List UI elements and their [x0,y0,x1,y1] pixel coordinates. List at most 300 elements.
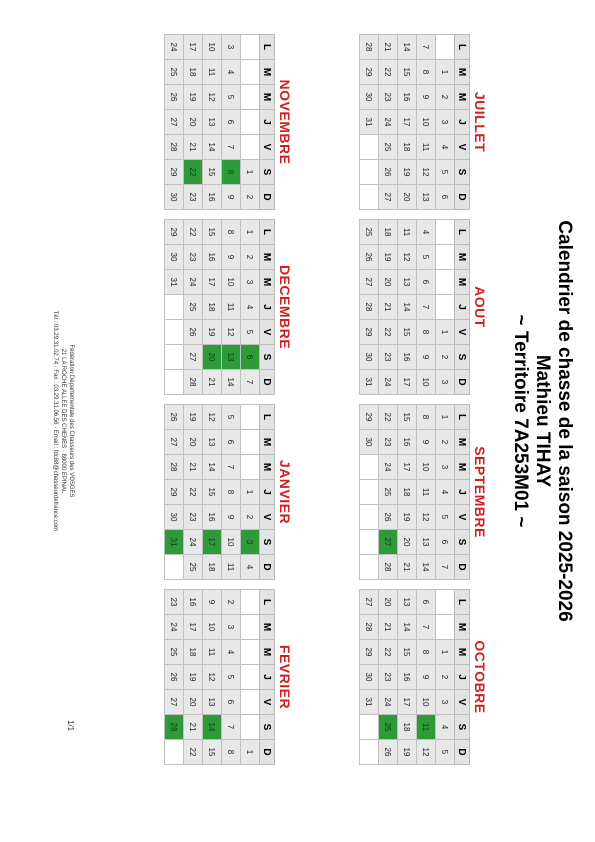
day-cell: 30 [360,430,379,455]
day-cell: 17 [398,370,417,395]
weekday-label: V [260,690,275,715]
day-cell: 11 [222,555,241,580]
day-cell: 6 [222,690,241,715]
day-cell: 26 [184,320,203,345]
empty-day-cell [360,135,379,160]
day-cell: 8 [417,640,436,665]
week-row [203,590,222,765]
week-row [398,405,417,580]
day-cell: 10 [417,455,436,480]
empty-day-cell [241,135,260,160]
day-cell: 10 [417,690,436,715]
week-row [417,35,436,210]
weekday-label: J [260,295,275,320]
empty-day-cell [436,295,455,320]
day-cell: 15 [203,740,222,765]
day-cell: 18 [398,480,417,505]
empty-day-cell [165,370,184,395]
day-cell: 19 [398,505,417,530]
day-cell: 5 [436,740,455,765]
weekday-label: J [455,480,470,505]
day-cell: 8 [417,320,436,345]
day-cell: 18 [203,555,222,580]
weekday-label: L [455,405,470,430]
calendar-title: Calendrier de chasse de la saison 2025-2026 [554,220,575,622]
month-name: JUILLET [472,91,488,153]
day-cell: 16 [398,665,417,690]
footer-line-2: 21 LA ROCHE ALLEE DES CHENES · 88000 EPINAL [60,348,66,494]
month-table [359,404,470,580]
day-cell: 14 [203,135,222,160]
day-cell: 3 [436,370,455,395]
weekday-header-row [260,35,275,210]
day-cell: 5 [436,160,455,185]
weekday-header-row [455,220,470,395]
day-cell: 29 [360,60,379,85]
empty-day-cell [360,505,379,530]
week-row [379,35,398,210]
day-cell: 14 [222,370,241,395]
weekday-label: S [455,160,470,185]
weekday-label: M [260,430,275,455]
weekday-label: M [455,430,470,455]
day-cell: 10 [417,110,436,135]
day-cell: 6 [436,530,455,555]
hunt-day-cell: 8 [222,160,241,185]
day-cell: 29 [360,640,379,665]
day-cell: 7 [222,135,241,160]
month-table [359,219,470,395]
day-cell: 12 [203,405,222,430]
day-cell: 19 [398,160,417,185]
day-cell: 22 [379,320,398,345]
week-row [436,220,455,395]
day-cell: 21 [398,555,417,580]
weekday-label: S [455,345,470,370]
day-cell: 23 [379,430,398,455]
day-cell: 27 [379,185,398,210]
day-cell: 10 [417,370,436,395]
day-cell: 14 [398,35,417,60]
day-cell: 15 [203,220,222,245]
weekday-label: V [455,690,470,715]
month-name: DECEMBRE [277,264,293,350]
weekday-header-row [260,590,275,765]
weekday-label: J [455,665,470,690]
weekday-label: L [260,405,275,430]
day-cell: 19 [379,245,398,270]
week-row [398,35,417,210]
day-cell: 11 [203,640,222,665]
weekday-label: V [455,135,470,160]
empty-day-cell [241,640,260,665]
day-cell: 4 [436,480,455,505]
weekday-label: M [260,245,275,270]
day-cell: 24 [379,370,398,395]
day-cell: 5 [222,85,241,110]
day-cell: 1 [436,640,455,665]
empty-day-cell [165,740,184,765]
week-row [436,590,455,765]
weekday-label: S [260,530,275,555]
day-cell: 17 [203,270,222,295]
day-cell: 20 [184,690,203,715]
day-cell: 23 [379,85,398,110]
empty-day-cell [165,295,184,320]
empty-day-cell [241,85,260,110]
day-cell: 12 [203,85,222,110]
day-cell: 2 [241,245,260,270]
empty-day-cell [436,590,455,615]
day-cell: 23 [184,245,203,270]
day-cell: 5 [241,320,260,345]
weekday-label: V [260,505,275,530]
week-row [360,35,379,210]
day-cell: 4 [222,640,241,665]
day-cell: 25 [184,555,203,580]
day-cell: 26 [165,665,184,690]
empty-day-cell [436,270,455,295]
month-novembre [164,34,295,210]
weekday-label: D [260,740,275,765]
day-cell: 22 [379,405,398,430]
weekday-label: S [455,530,470,555]
month-table [164,219,275,395]
day-cell: 2 [241,185,260,210]
day-cell: 29 [165,480,184,505]
day-cell: 20 [379,270,398,295]
day-cell: 6 [417,590,436,615]
day-cell: 4 [436,715,455,740]
day-cell: 25 [379,480,398,505]
week-row [379,405,398,580]
day-cell: 1 [436,405,455,430]
weekday-header-row [455,590,470,765]
day-cell: 20 [379,590,398,615]
hunt-day-cell: 3 [241,530,260,555]
weekday-label: M [260,60,275,85]
day-cell: 16 [398,430,417,455]
day-cell: 28 [165,455,184,480]
day-cell: 12 [417,505,436,530]
day-cell: 23 [165,590,184,615]
day-cell: 22 [184,480,203,505]
weekday-header-row [455,405,470,580]
day-cell: 25 [165,640,184,665]
day-cell: 5 [222,665,241,690]
day-cell: 27 [360,270,379,295]
day-cell: 22 [379,60,398,85]
week-row [203,405,222,580]
day-cell: 15 [398,405,417,430]
day-cell: 16 [203,505,222,530]
weekday-label: M [260,640,275,665]
day-cell: 17 [398,455,417,480]
day-cell: 27 [165,430,184,455]
day-cell: 19 [184,85,203,110]
day-cell: 24 [165,615,184,640]
day-cell: 13 [398,590,417,615]
day-cell: 26 [379,505,398,530]
day-cell: 30 [165,505,184,530]
day-cell: 19 [203,320,222,345]
week-row [417,590,436,765]
month-table [359,34,470,210]
weekday-label: M [455,615,470,640]
weekday-label: L [455,220,470,245]
day-cell: 17 [398,110,417,135]
empty-day-cell [241,690,260,715]
empty-day-cell [360,530,379,555]
weekday-label: J [455,295,470,320]
month-aout [359,219,490,395]
month-fevrier [164,589,295,765]
day-cell: 7 [417,35,436,60]
day-cell: 7 [417,615,436,640]
weekday-label: S [260,160,275,185]
week-row [184,220,203,395]
day-cell: 8 [222,220,241,245]
day-cell: 13 [203,110,222,135]
empty-day-cell [436,35,455,60]
empty-day-cell [241,60,260,85]
week-row [222,405,241,580]
weekday-label: M [455,640,470,665]
day-cell: 12 [203,665,222,690]
weekday-label: V [260,320,275,345]
day-cell: 29 [360,320,379,345]
day-cell: 2 [241,505,260,530]
week-row [241,35,260,210]
empty-day-cell [165,320,184,345]
day-cell: 21 [203,370,222,395]
day-cell: 9 [417,345,436,370]
day-cell: 14 [398,295,417,320]
day-cell: 16 [398,345,417,370]
day-cell: 14 [398,615,417,640]
month-janvier [164,404,295,580]
day-cell: 18 [184,60,203,85]
month-name: AOUT [472,286,488,328]
week-row [165,220,184,395]
empty-day-cell [360,455,379,480]
day-cell: 21 [379,295,398,320]
day-cell: 29 [165,160,184,185]
month-table [164,589,275,765]
day-cell: 27 [165,110,184,135]
hunt-day-cell: 25 [379,715,398,740]
month-table [359,589,470,765]
weekday-label: V [455,320,470,345]
day-cell: 16 [203,185,222,210]
day-cell: 18 [184,640,203,665]
day-cell: 4 [241,555,260,580]
empty-day-cell [436,245,455,270]
week-row [184,405,203,580]
week-row [379,590,398,765]
month-name: SEPTEMBRE [472,446,488,538]
empty-day-cell [360,555,379,580]
day-cell: 18 [203,295,222,320]
day-cell: 15 [398,640,417,665]
day-cell: 24 [379,690,398,715]
day-cell: 20 [184,430,203,455]
day-cell: 13 [417,530,436,555]
empty-day-cell [165,345,184,370]
day-cell: 16 [184,590,203,615]
day-cell: 15 [398,320,417,345]
day-cell: 21 [379,35,398,60]
weekday-header-row [455,35,470,210]
week-row [203,220,222,395]
day-cell: 20 [184,110,203,135]
day-cell: 29 [360,405,379,430]
day-cell: 22 [379,640,398,665]
day-cell: 1 [241,220,260,245]
day-cell: 7 [222,715,241,740]
weekday-label: M [260,455,275,480]
day-cell: 10 [222,270,241,295]
day-cell: 26 [360,245,379,270]
day-cell: 1 [241,740,260,765]
day-cell: 1 [241,160,260,185]
day-cell: 25 [360,220,379,245]
hunt-day-cell: 17 [203,530,222,555]
week-row [360,405,379,580]
day-cell: 1 [241,480,260,505]
day-cell: 9 [417,430,436,455]
day-cell: 8 [222,480,241,505]
day-cell: 18 [398,715,417,740]
day-cell: 8 [222,740,241,765]
empty-day-cell [360,715,379,740]
empty-day-cell [241,35,260,60]
day-cell: 10 [222,530,241,555]
week-row [417,405,436,580]
empty-day-cell [360,160,379,185]
hunt-day-cell: 6 [241,345,260,370]
day-cell: 26 [165,85,184,110]
week-row [417,220,436,395]
empty-day-cell [241,715,260,740]
weekday-label: L [455,35,470,60]
day-cell: 11 [398,220,417,245]
weekday-label: J [260,665,275,690]
day-cell: 7 [417,295,436,320]
weekday-label: M [455,270,470,295]
day-cell: 17 [184,615,203,640]
day-cell: 28 [360,615,379,640]
day-cell: 24 [379,455,398,480]
day-cell: 4 [436,135,455,160]
day-cell: 30 [165,185,184,210]
weekday-label: M [260,85,275,110]
day-cell: 7 [222,455,241,480]
day-cell: 12 [398,245,417,270]
day-cell: 20 [398,185,417,210]
day-cell: 9 [417,85,436,110]
weekday-label: J [455,110,470,135]
day-cell: 14 [203,455,222,480]
weekday-label: V [260,135,275,160]
day-cell: 9 [222,505,241,530]
day-cell: 3 [436,110,455,135]
day-cell: 11 [417,480,436,505]
weekday-label: M [260,270,275,295]
day-cell: 26 [379,740,398,765]
day-cell: 10 [203,615,222,640]
day-cell: 5 [222,405,241,430]
day-cell: 31 [360,690,379,715]
day-cell: 26 [165,405,184,430]
day-cell: 8 [417,405,436,430]
hunt-day-cell: 11 [417,715,436,740]
day-cell: 11 [222,295,241,320]
week-row [165,35,184,210]
empty-day-cell [241,590,260,615]
day-cell: 31 [165,270,184,295]
hunt-day-cell: 28 [165,715,184,740]
empty-day-cell [436,220,455,245]
day-cell: 27 [184,345,203,370]
weekday-label: D [260,185,275,210]
empty-day-cell [241,615,260,640]
empty-day-cell [360,480,379,505]
day-cell: 1 [436,60,455,85]
federation-footer [51,0,75,842]
day-cell: 9 [417,665,436,690]
day-cell: 19 [184,405,203,430]
weekday-label: L [260,35,275,60]
day-cell: 24 [165,35,184,60]
day-cell: 28 [360,295,379,320]
day-cell: 30 [360,665,379,690]
month-juillet [359,34,490,210]
month-octobre [359,589,490,765]
day-cell: 15 [203,480,222,505]
day-cell: 15 [398,60,417,85]
weekday-label: M [455,455,470,480]
hunt-day-cell: 22 [184,160,203,185]
week-row [241,590,260,765]
weekday-label: D [455,370,470,395]
day-cell: 19 [398,740,417,765]
month-name: NOVEMBRE [277,79,293,165]
day-cell: 19 [184,665,203,690]
week-row [222,220,241,395]
day-cell: 25 [165,60,184,85]
footer-line-3: Tél : 03.29.31.02.74 · Fax : 03.29.31.06.56 · Email : fdc88@chasseurdefrance.com [52,310,58,532]
week-row [398,220,417,395]
weekday-label: V [455,505,470,530]
month-name: OCTOBRE [472,640,488,714]
empty-day-cell [436,615,455,640]
week-row [222,590,241,765]
week-row [165,405,184,580]
empty-day-cell [360,185,379,210]
week-row [398,590,417,765]
day-cell: 30 [360,85,379,110]
week-row [360,590,379,765]
week-row [436,35,455,210]
weekday-label: D [455,555,470,580]
week-row [379,220,398,395]
day-cell: 1 [436,320,455,345]
week-row [184,590,203,765]
day-cell: 18 [398,135,417,160]
weekday-header-row [260,220,275,395]
day-cell: 17 [184,35,203,60]
